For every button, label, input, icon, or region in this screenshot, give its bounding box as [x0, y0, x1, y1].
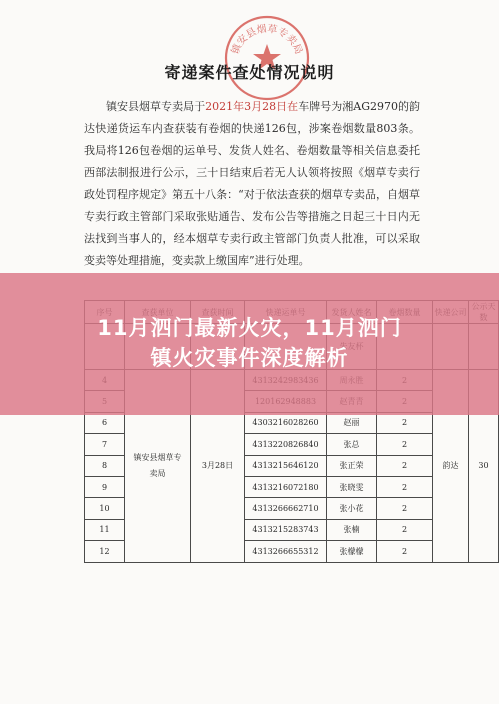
- sender-name: 张晓雯: [327, 476, 377, 497]
- unit-cell: 镇安县烟草专卖局: [125, 370, 191, 563]
- cigarette-quantity: 2: [377, 412, 433, 433]
- paragraph-text-start: 镇安县烟草专卖局于: [106, 100, 206, 113]
- waybill-number: 4313216072180: [245, 476, 327, 497]
- sender-name: 张小花: [327, 498, 377, 519]
- cigarette-quantity: 2: [377, 541, 433, 562]
- days-cell: 30: [469, 370, 499, 563]
- row-number: 10: [85, 498, 125, 519]
- waybill-number: 4303216028260: [245, 412, 327, 433]
- cigarette-quantity: 2: [377, 434, 433, 455]
- sender-name: 张楠: [327, 519, 377, 540]
- row-number: 11: [85, 519, 125, 540]
- headline-line-2: 镇火灾事件深度解析: [150, 346, 349, 370]
- company-cell: 韵达: [433, 370, 469, 563]
- waybill-number: 4313215646120: [245, 455, 327, 476]
- sender-name: 张总: [327, 434, 377, 455]
- document-title: 寄递案件查处情况说明: [164, 63, 335, 82]
- row-number: 6: [85, 412, 125, 433]
- headline-text: [0, 313, 499, 373]
- document-paragraph: [84, 96, 420, 272]
- paragraph-date: 2021年3月28日在: [205, 100, 299, 113]
- paragraph-text-rest: 车牌号为湘AG2970的韵达快递货运车内查获装有卷烟的快递126包，涉案卷烟数量803条。我局将126包卷烟的运单号、发货人姓名、卷烟数量等相关信息委托西部法制报进行公示，三十日结束后若无人认领将按照《烟草专卖行政处罚程序规定》第五十八条：“对于依法查获的烟草专卖品，自烟草专卖行政主管部门采取张贴通告、发布公告等措施之日起三十日内无法找到当事人的，经本烟草专卖行政主管部门负责人批准，可以采取变卖等处理措施，变卖款上缴国库”进行处理。: [84, 100, 420, 267]
- row-number: 9: [85, 476, 125, 497]
- waybill-number: 4313266655312: [245, 541, 327, 562]
- sender-name: 张正荣: [327, 455, 377, 476]
- headline-line-1: 11月泗门最新火灾，11月泗门: [97, 316, 402, 340]
- waybill-number: 4313215283743: [245, 519, 327, 540]
- row-number: 8: [85, 455, 125, 476]
- cigarette-quantity: 2: [377, 455, 433, 476]
- row-number: 12: [85, 541, 125, 562]
- sender-name: 张檬檬: [327, 541, 377, 562]
- waybill-number: 4313266662710: [245, 498, 327, 519]
- seal-text: 镇安县烟草专卖局: [230, 23, 304, 57]
- waybill-number: 4313220826840: [245, 434, 327, 455]
- cigarette-quantity: 2: [377, 519, 433, 540]
- time-cell: 3月28日: [191, 370, 245, 563]
- row-number: 7: [85, 434, 125, 455]
- cigarette-quantity: 2: [377, 476, 433, 497]
- cigarette-quantity: 2: [377, 498, 433, 519]
- sender-name: 赵丽: [327, 412, 377, 433]
- official-seal-stamp: [223, 14, 311, 102]
